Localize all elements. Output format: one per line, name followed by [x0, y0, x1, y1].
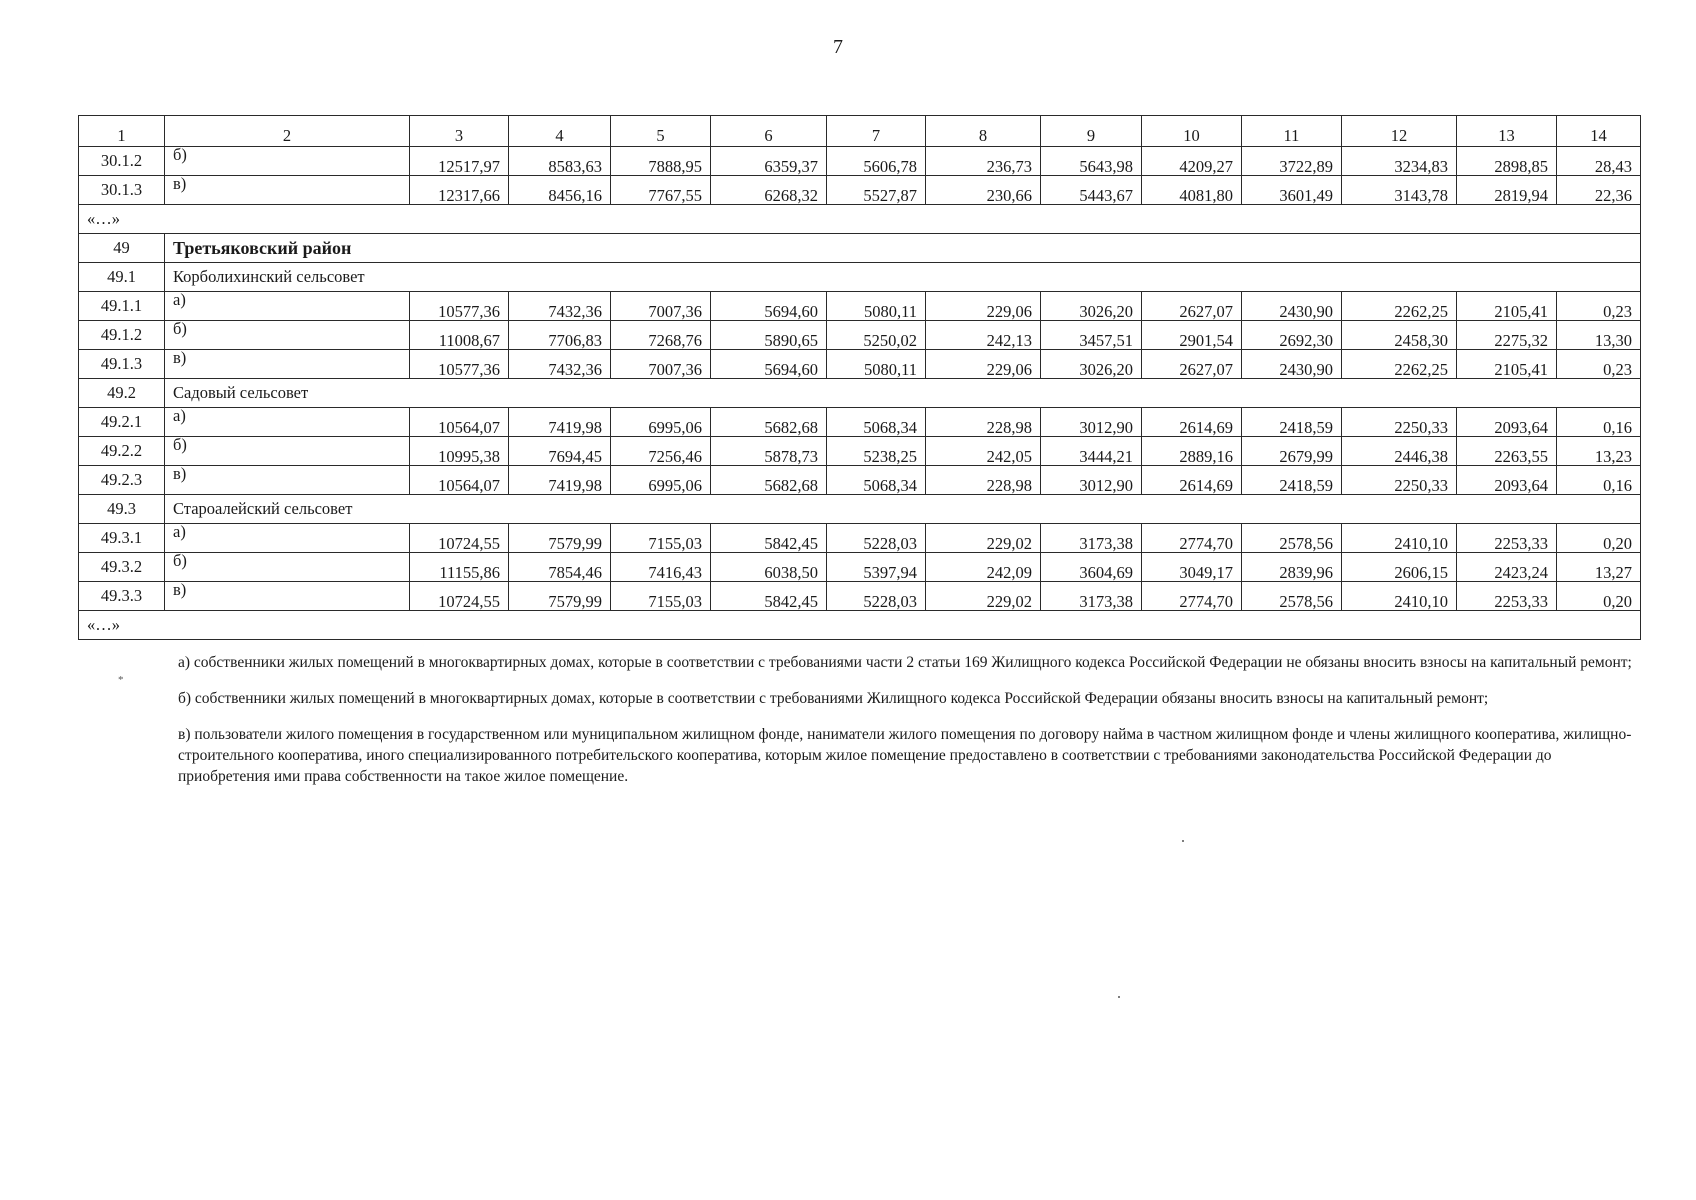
value-cell: 6038,50	[711, 553, 827, 582]
value-cell: 5527,87	[827, 176, 926, 205]
value-cell: 2901,54	[1142, 321, 1242, 350]
value-cell: 2418,59	[1242, 408, 1342, 437]
ellipsis-cell: «…»	[79, 611, 1641, 640]
value-cell: 6268,32	[711, 176, 827, 205]
value-cell: 2627,07	[1142, 350, 1242, 379]
value-cell: 7432,36	[509, 292, 611, 321]
value-cell: 229,06	[926, 292, 1041, 321]
value-cell: 5228,03	[827, 524, 926, 553]
value-cell: 5694,60	[711, 292, 827, 321]
value-cell: 13,23	[1557, 437, 1641, 466]
value-cell: 2263,55	[1457, 437, 1557, 466]
value-cell: 2774,70	[1142, 524, 1242, 553]
value-cell: 242,09	[926, 553, 1041, 582]
value-cell: 7155,03	[611, 582, 711, 611]
value-cell: 2774,70	[1142, 582, 1242, 611]
column-number: 10	[1142, 116, 1242, 147]
table-row	[79, 321, 1641, 350]
value-cell: 7268,76	[611, 321, 711, 350]
value-cell: 5890,65	[711, 321, 827, 350]
value-cell: 5682,68	[711, 466, 827, 495]
value-cell: 11008,67	[410, 321, 509, 350]
column-number: 7	[827, 116, 926, 147]
value-cell: 236,73	[926, 147, 1041, 176]
value-cell: 2627,07	[1142, 292, 1242, 321]
value-cell: 10564,07	[410, 408, 509, 437]
value-cell: 2458,30	[1342, 321, 1457, 350]
row-category: б)	[165, 437, 410, 466]
value-cell: 7888,95	[611, 147, 711, 176]
footnote-b: б) собственники жилых помещений в многоквартирных домах, которые в соответствии с требованиями Жилищного кодекса Российской Федерации обязаны вносить взносы на капитальный ремонт;	[178, 690, 1489, 707]
value-cell: 5068,34	[827, 466, 926, 495]
column-number: 13	[1457, 116, 1557, 147]
row-code: 49.1.2	[79, 321, 165, 350]
row-category: б)	[165, 553, 410, 582]
value-cell: 5606,78	[827, 147, 926, 176]
subsection-name: Корболихинский сельсовет	[165, 263, 1641, 292]
value-cell: 2250,33	[1342, 466, 1457, 495]
column-number: 8	[926, 116, 1041, 147]
value-cell: 2889,16	[1142, 437, 1242, 466]
row-code: 49.2.1	[79, 408, 165, 437]
table-row	[79, 292, 1641, 321]
ellipsis-row	[79, 611, 1641, 640]
value-cell: 0,23	[1557, 292, 1641, 321]
value-cell: 229,02	[926, 582, 1041, 611]
value-cell: 5842,45	[711, 524, 827, 553]
column-number: 2	[165, 116, 410, 147]
column-number: 1	[79, 116, 165, 147]
table-row	[79, 408, 1641, 437]
tariff-table	[78, 115, 1641, 640]
value-cell: 12517,97	[410, 147, 509, 176]
value-cell: 2898,85	[1457, 147, 1557, 176]
value-cell: 2275,32	[1457, 321, 1557, 350]
column-number: 5	[611, 116, 711, 147]
value-cell: 7416,43	[611, 553, 711, 582]
page-number: 7	[833, 36, 843, 58]
value-cell: 230,66	[926, 176, 1041, 205]
value-cell: 2093,64	[1457, 466, 1557, 495]
value-cell: 7419,98	[509, 408, 611, 437]
row-code: 49.3.2	[79, 553, 165, 582]
value-cell: 13,30	[1557, 321, 1641, 350]
value-cell: 2839,96	[1242, 553, 1342, 582]
value-cell: 0,23	[1557, 350, 1641, 379]
value-cell: 229,02	[926, 524, 1041, 553]
value-cell: 7432,36	[509, 350, 611, 379]
column-number: 11	[1242, 116, 1342, 147]
table-body	[79, 116, 1641, 640]
value-cell: 3457,51	[1041, 321, 1142, 350]
footnote-a: а) собственники жилых помещений в многоквартирных домах, которые в соответствии с требованиями части 2 статьи 169 Жилищного кодекса Российской Федерации не обязаны вносить взносы на капитальный ремонт;	[178, 654, 1632, 671]
value-cell: 2093,64	[1457, 408, 1557, 437]
value-cell: 4209,27	[1142, 147, 1242, 176]
value-cell: 3601,49	[1242, 176, 1342, 205]
row-category: а)	[165, 524, 410, 553]
value-cell: 6995,06	[611, 466, 711, 495]
value-cell: 7155,03	[611, 524, 711, 553]
subsection-code: 49.2	[79, 379, 165, 408]
table-row	[79, 582, 1641, 611]
value-cell: 22,36	[1557, 176, 1641, 205]
table-row	[79, 437, 1641, 466]
row-code: 49.1.1	[79, 292, 165, 321]
table-row	[79, 176, 1641, 205]
value-cell: 10724,55	[410, 524, 509, 553]
table-row	[79, 466, 1641, 495]
value-cell: 7419,98	[509, 466, 611, 495]
value-cell: 3234,83	[1342, 147, 1457, 176]
value-cell: 7579,99	[509, 582, 611, 611]
value-cell: 2446,38	[1342, 437, 1457, 466]
value-cell: 7694,45	[509, 437, 611, 466]
value-cell: 2410,10	[1342, 582, 1457, 611]
value-cell: 2418,59	[1242, 466, 1342, 495]
value-cell: 3143,78	[1342, 176, 1457, 205]
value-cell: 3444,21	[1041, 437, 1142, 466]
subsection-name: Садовый сельсовет	[165, 379, 1641, 408]
value-cell: 5080,11	[827, 350, 926, 379]
section-code: 49	[79, 234, 165, 263]
value-cell: 2614,69	[1142, 408, 1242, 437]
value-cell: 3173,38	[1041, 524, 1142, 553]
value-cell: 3012,90	[1041, 466, 1142, 495]
value-cell: 2410,10	[1342, 524, 1457, 553]
value-cell: 11155,86	[410, 553, 509, 582]
ellipsis-cell: «…»	[79, 205, 1641, 234]
subsection-row	[79, 263, 1641, 292]
value-cell: 10564,07	[410, 466, 509, 495]
value-cell: 2262,25	[1342, 350, 1457, 379]
row-code: 49.1.3	[79, 350, 165, 379]
value-cell: 0,16	[1557, 408, 1641, 437]
value-cell: 2430,90	[1242, 292, 1342, 321]
subsection-code: 49.3	[79, 495, 165, 524]
subsection-code: 49.1	[79, 263, 165, 292]
value-cell: 242,05	[926, 437, 1041, 466]
footnote-c: в) пользователи жилого помещения в государственном или муниципальном жилищном фонде, наниматели жилого помещения по договору найма в частном жилищном фонде и члены жилищного кооператива, жилищно-строительного кооператива, иного специализированного потребительского кооператива, которым жилое помещение предоставлено в соответствии с требованиями законодательства Российской Федерации до приобретения ими права собственности на такое жилое помещение.	[178, 726, 1632, 785]
value-cell: 8456,16	[509, 176, 611, 205]
value-cell: 242,13	[926, 321, 1041, 350]
value-cell: 8583,63	[509, 147, 611, 176]
value-cell: 10724,55	[410, 582, 509, 611]
value-cell: 5443,67	[1041, 176, 1142, 205]
column-number: 9	[1041, 116, 1142, 147]
value-cell: 10577,36	[410, 350, 509, 379]
row-category: а)	[165, 408, 410, 437]
value-cell: 7007,36	[611, 350, 711, 379]
row-category: б)	[165, 147, 410, 176]
section-title: Третьяковский район	[165, 234, 1641, 263]
value-cell: 4081,80	[1142, 176, 1242, 205]
value-cell: 5238,25	[827, 437, 926, 466]
value-cell: 3026,20	[1041, 292, 1142, 321]
value-cell: 7854,46	[509, 553, 611, 582]
row-category: в)	[165, 176, 410, 205]
footnotes	[178, 652, 1640, 802]
value-cell: 5228,03	[827, 582, 926, 611]
value-cell: 5068,34	[827, 408, 926, 437]
row-category: б)	[165, 321, 410, 350]
value-cell: 5250,02	[827, 321, 926, 350]
value-cell: 7579,99	[509, 524, 611, 553]
value-cell: 2578,56	[1242, 582, 1342, 611]
value-cell: 228,98	[926, 466, 1041, 495]
value-cell: 5842,45	[711, 582, 827, 611]
value-cell: 5397,94	[827, 553, 926, 582]
value-cell: 2819,94	[1457, 176, 1557, 205]
scan-speck	[1118, 996, 1120, 998]
row-code: 49.3.3	[79, 582, 165, 611]
row-category: в)	[165, 582, 410, 611]
value-cell: 2692,30	[1242, 321, 1342, 350]
table-row	[79, 553, 1641, 582]
column-number: 4	[509, 116, 611, 147]
value-cell: 5682,68	[711, 408, 827, 437]
value-cell: 2578,56	[1242, 524, 1342, 553]
value-cell: 5878,73	[711, 437, 827, 466]
value-cell: 3722,89	[1242, 147, 1342, 176]
value-cell: 0,20	[1557, 524, 1641, 553]
value-cell: 7706,83	[509, 321, 611, 350]
subsection-name: Староалейский сельсовет	[165, 495, 1641, 524]
row-code: 49.3.1	[79, 524, 165, 553]
subsection-row	[79, 379, 1641, 408]
value-cell: 229,06	[926, 350, 1041, 379]
value-cell: 2253,33	[1457, 524, 1557, 553]
value-cell: 3173,38	[1041, 582, 1142, 611]
value-cell: 0,20	[1557, 582, 1641, 611]
value-cell: 3049,17	[1142, 553, 1242, 582]
value-cell: 10995,38	[410, 437, 509, 466]
row-code: 30.1.3	[79, 176, 165, 205]
value-cell: 228,98	[926, 408, 1041, 437]
row-category: в)	[165, 466, 410, 495]
value-cell: 7767,55	[611, 176, 711, 205]
table-row	[79, 350, 1641, 379]
subsection-row	[79, 495, 1641, 524]
value-cell: 5080,11	[827, 292, 926, 321]
table-row	[79, 147, 1641, 176]
value-cell: 12317,66	[410, 176, 509, 205]
column-number: 6	[711, 116, 827, 147]
table-row	[79, 524, 1641, 553]
value-cell: 3012,90	[1041, 408, 1142, 437]
value-cell: 7007,36	[611, 292, 711, 321]
value-cell: 2105,41	[1457, 292, 1557, 321]
value-cell: 2250,33	[1342, 408, 1457, 437]
value-cell: 2614,69	[1142, 466, 1242, 495]
value-cell: 5643,98	[1041, 147, 1142, 176]
scan-speck	[1182, 840, 1184, 842]
column-number: 12	[1342, 116, 1457, 147]
section-row	[79, 234, 1641, 263]
value-cell: 6995,06	[611, 408, 711, 437]
value-cell: 7256,46	[611, 437, 711, 466]
value-cell: 2105,41	[1457, 350, 1557, 379]
column-number: 14	[1557, 116, 1641, 147]
ellipsis-row	[79, 205, 1641, 234]
value-cell: 2606,15	[1342, 553, 1457, 582]
value-cell: 2262,25	[1342, 292, 1457, 321]
value-cell: 2253,33	[1457, 582, 1557, 611]
value-cell: 0,16	[1557, 466, 1641, 495]
value-cell: 6359,37	[711, 147, 827, 176]
value-cell: 28,43	[1557, 147, 1641, 176]
header-row	[79, 116, 1641, 147]
row-category: в)	[165, 350, 410, 379]
margin-mark: *	[118, 674, 124, 686]
row-code: 49.2.3	[79, 466, 165, 495]
value-cell: 2679,99	[1242, 437, 1342, 466]
value-cell: 13,27	[1557, 553, 1641, 582]
row-code: 30.1.2	[79, 147, 165, 176]
value-cell: 2423,24	[1457, 553, 1557, 582]
column-number: 3	[410, 116, 509, 147]
row-category: а)	[165, 292, 410, 321]
value-cell: 2430,90	[1242, 350, 1342, 379]
value-cell: 5694,60	[711, 350, 827, 379]
value-cell: 10577,36	[410, 292, 509, 321]
value-cell: 3026,20	[1041, 350, 1142, 379]
value-cell: 3604,69	[1041, 553, 1142, 582]
row-code: 49.2.2	[79, 437, 165, 466]
